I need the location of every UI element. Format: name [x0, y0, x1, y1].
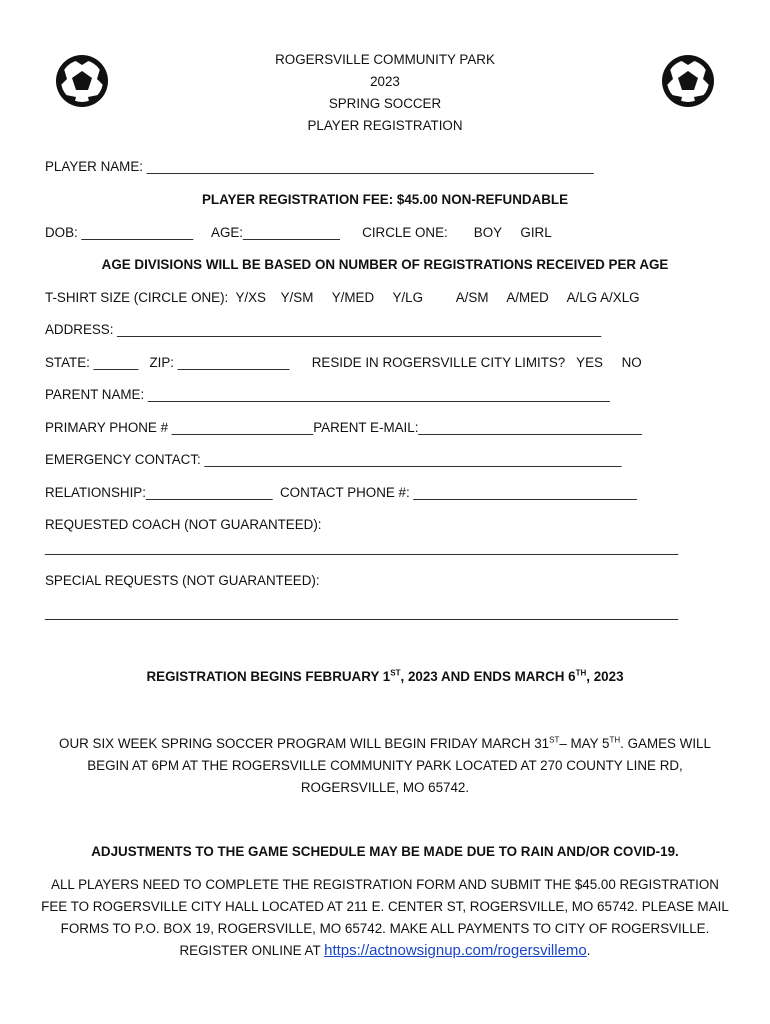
address-field[interactable]: ADDRESS: _________________________________________________________________ — [45, 322, 602, 337]
registration-dates: REGISTRATION BEGINS FEBRUARY 1ST, 2023 AND ENDS MARCH 6TH, 2023 — [146, 668, 624, 684]
dob-age-gender-row[interactable]: DOB: _______________ AGE:_____________ CIRCLE ONE: BOY GIRL — [45, 225, 552, 240]
phone-email-row[interactable]: PRIMARY PHONE # ___________________PARENT E-MAIL:______________________________ — [45, 420, 642, 435]
player-name-field[interactable]: PLAYER NAME: ____________________________________________________________ — [45, 159, 594, 174]
document-header — [0, 49, 770, 137]
requested-coach-line[interactable]: _____________________________________________________________________________________ — [45, 540, 679, 555]
emergency-contact-field[interactable]: EMERGENCY CONTACT: ________________________________________________________ — [45, 452, 622, 467]
parent-name-field[interactable]: PARENT NAME: ______________________________________________________________ — [45, 387, 610, 402]
program-description: OUR SIX WEEK SPRING SOCCER PROGRAM WILL BEGIN FRIDAY MARCH 31ST– MAY 5TH. GAMES WILL BEGIN AT 6PM AT THE ROGERSVILLE COMMUNITY PARK LOCATED AT 270 COUNTY LINE RD, ROGERSVILLE, MO 65742. — [59, 735, 711, 795]
document-title: PLAYER REGISTRATION — [307, 118, 463, 133]
requested-coach-label: REQUESTED COACH (NOT GUARANTEED): — [45, 517, 322, 532]
special-requests-line[interactable]: _____________________________________________________________________________________ — [45, 605, 679, 620]
registration-fee: PLAYER REGISTRATION FEE: $45.00 NON-REFUNDABLE — [201, 192, 569, 207]
schedule-adjustments-note: ADJUSTMENTS TO THE GAME SCHEDULE MAY BE MADE DUE TO RAIN AND/OR COVID-19. — [91, 844, 679, 859]
park-name: ROGERSVILLE COMMUNITY PARK — [275, 52, 495, 67]
program-name: SPRING SOCCER — [328, 96, 442, 111]
special-requests-label: SPECIAL REQUESTS (NOT GUARANTEED): — [45, 573, 320, 588]
tshirt-size-row[interactable]: T-SHIRT SIZE (CIRCLE ONE): Y/XS Y/SM Y/MED Y/LG A/SM A/MED A/LG A/XLG — [45, 290, 640, 305]
state-zip-row[interactable]: STATE: ______ ZIP: _______________ RESIDE IN ROGERSVILLE CITY LIMITS? YES NO — [45, 355, 642, 370]
relationship-row[interactable]: RELATIONSHIP:_________________ CONTACT PHONE #: ______________________________ — [45, 485, 637, 500]
register-online-link[interactable]: https://actnowsignup.com/rogersvillemo — [324, 942, 587, 959]
registration-instructions: ALL PLAYERS NEED TO COMPLETE THE REGISTRATION FORM AND SUBMIT THE $45.00 REGISTRATION FEE TO ROGERSVILLE CITY HALL LOCATED AT 211 E. CENTER ST, ROGERSVILLE, MO 65742. PLEASE MAIL FORMS TO P.O. BOX 19, ROGERSVILLE, MO 65742. MAKE ALL PAYMENTS TO CITY OF ROGERSVILLE. REGISTER ONLINE AT https://actnowsignup.com/rogersvillemo. — [41, 877, 729, 959]
year: 2023 — [370, 74, 400, 89]
age-divisions-note: AGE DIVISIONS WILL BE BASED ON NUMBER OF REGISTRATIONS RECEIVED PER AGE — [101, 257, 669, 272]
